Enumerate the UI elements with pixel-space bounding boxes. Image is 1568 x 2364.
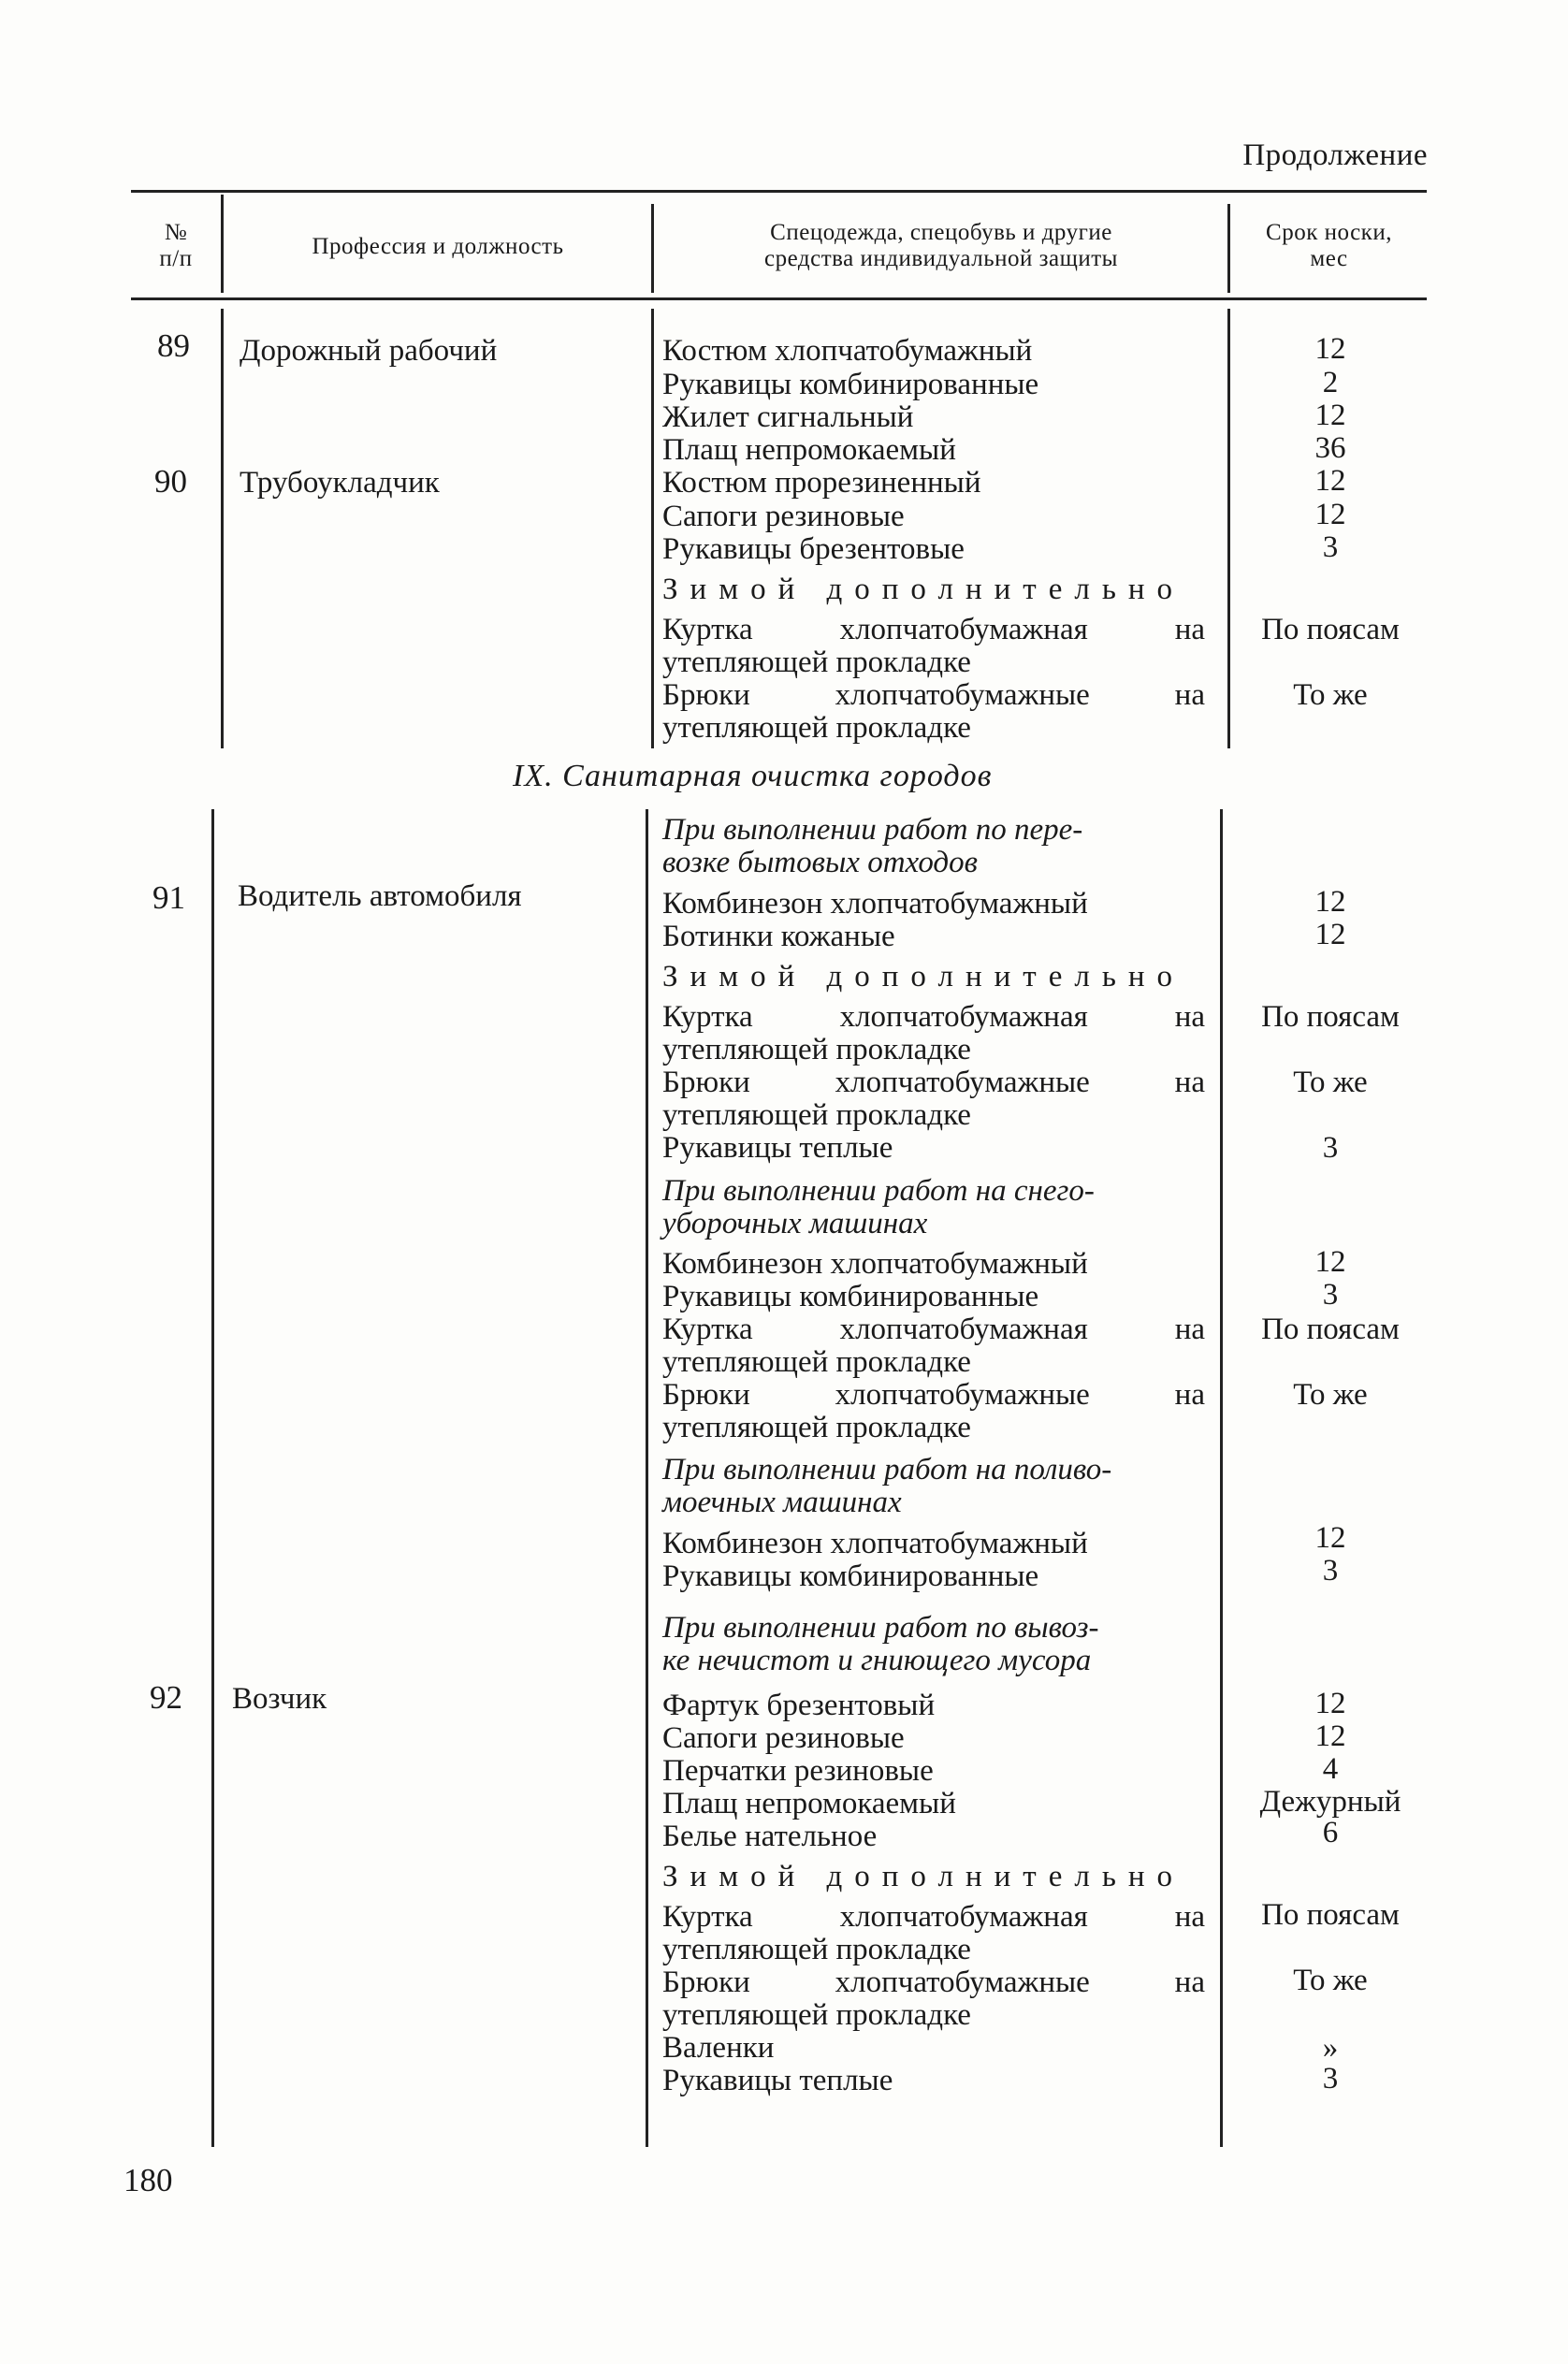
wear-term: 12 bbox=[1314, 1245, 1346, 1279]
subheading: При выполнении работ на поливо- bbox=[662, 1453, 1112, 1487]
wear-term: 12 bbox=[1314, 1719, 1346, 1753]
item-word: на bbox=[1174, 1900, 1205, 1934]
equipment-item: Комбинезон хлопчатобумажный bbox=[662, 1247, 1088, 1281]
wear-term: 3 bbox=[1322, 530, 1339, 564]
wear-term: По поясам bbox=[1261, 1313, 1400, 1346]
subheading: уборочных машинах bbox=[662, 1207, 928, 1240]
wear-term: » bbox=[1322, 2031, 1339, 2065]
equipment-item: Комбинезон хлопчатобумажный bbox=[662, 887, 1088, 921]
profession: Дорожный рабочий bbox=[240, 334, 498, 368]
table-top-rule bbox=[131, 190, 1427, 193]
wear-term: 36 bbox=[1314, 431, 1346, 465]
subheading: При выполнении работ на снего- bbox=[662, 1174, 1095, 1208]
equipment-item: Валенки bbox=[662, 2031, 775, 2065]
equipment-item-cont: утепляющей прокладке bbox=[662, 1345, 971, 1379]
equipment-item: Рукавицы теплые bbox=[662, 2064, 893, 2097]
equipment-item: Сапоги резиновые bbox=[662, 500, 905, 533]
equipment-item bbox=[662, 1378, 1205, 1412]
equipment-item bbox=[662, 1313, 1205, 1346]
equipment-item: Фартук брезентовый bbox=[662, 1689, 936, 1722]
equipment-item: Рукавицы брезентовые bbox=[662, 532, 965, 566]
wear-term: 12 bbox=[1314, 1521, 1346, 1555]
block2-divider-2 bbox=[646, 809, 648, 2147]
item-word: хлопчатобумажная bbox=[839, 613, 1088, 646]
item-word: хлопчатобумажная bbox=[839, 1000, 1088, 1034]
wear-term: По поясам bbox=[1261, 613, 1400, 646]
equipment-item: Плащ непромокаемый bbox=[662, 433, 956, 467]
wear-term: 12 bbox=[1314, 464, 1346, 498]
col-divider-3 bbox=[1227, 204, 1230, 293]
item-word: Брюки bbox=[662, 1378, 750, 1412]
equipment-item bbox=[662, 1965, 1205, 1999]
header-profession: Профессия и должность bbox=[312, 234, 564, 259]
item-word: Брюки bbox=[662, 1965, 750, 1999]
winter-additional-heading: Зимой дополнительно bbox=[662, 1860, 1185, 1893]
wear-term: По поясам bbox=[1261, 1898, 1400, 1932]
wear-term: 6 bbox=[1322, 1816, 1339, 1849]
wear-term: 3 bbox=[1322, 2062, 1339, 2096]
wear-term: То же bbox=[1293, 1378, 1368, 1412]
subheading: При выполнении работ по пере- bbox=[662, 813, 1083, 847]
wear-term: 12 bbox=[1314, 399, 1346, 432]
winter-additional-heading: Зимой дополнительно bbox=[662, 960, 1185, 993]
wear-term: 12 bbox=[1314, 498, 1346, 531]
item-word: на bbox=[1174, 613, 1205, 646]
subheading: При выполнении работ по вывоз- bbox=[662, 1611, 1099, 1645]
equipment-item: Костюм прорезиненный bbox=[662, 466, 981, 500]
equipment-item bbox=[662, 1066, 1205, 1099]
equipment-item: Костюм хлопчатобумажный bbox=[662, 334, 1033, 368]
item-word: хлопчатобумажные bbox=[835, 1965, 1090, 1999]
wear-term: 12 bbox=[1314, 918, 1346, 951]
equipment-item bbox=[662, 1000, 1205, 1034]
wear-term: То же bbox=[1293, 678, 1368, 712]
item-word: на bbox=[1174, 1378, 1205, 1412]
profession: Возчик bbox=[232, 1682, 327, 1716]
profession: Водитель автомобиля bbox=[238, 879, 522, 913]
subheading: ке нечистот и гниющего мусора bbox=[662, 1644, 1092, 1677]
wear-term: 12 bbox=[1314, 885, 1346, 919]
wear-term: То же bbox=[1293, 1964, 1368, 1997]
item-word: хлопчатобумажные bbox=[835, 1378, 1090, 1412]
header-equipment: Спецодежда, спецобувь и другие средства индивидуальной защиты bbox=[764, 220, 1118, 271]
equipment-item bbox=[662, 678, 1205, 712]
equipment-item: Рукавицы комбинированные bbox=[662, 1559, 1039, 1593]
equipment-item bbox=[662, 613, 1205, 646]
row-number: 92 bbox=[150, 1679, 182, 1716]
equipment-item: Рукавицы теплые bbox=[662, 1131, 893, 1165]
wear-term: По поясам bbox=[1261, 1000, 1400, 1034]
equipment-item-cont: утепляющей прокладке bbox=[662, 1098, 971, 1132]
item-word: на bbox=[1174, 1313, 1205, 1346]
subheading: возке бытовых отходов bbox=[662, 846, 978, 879]
item-word: Куртка bbox=[662, 613, 753, 646]
col-divider-2 bbox=[651, 204, 654, 293]
equipment-item-cont: утепляющей прокладке bbox=[662, 711, 971, 745]
block1-divider-2 bbox=[651, 309, 654, 748]
equipment-item-cont: утепляющей прокладке bbox=[662, 645, 971, 679]
row-number: 90 bbox=[154, 463, 187, 500]
header-term: Срок носки, мес bbox=[1266, 220, 1392, 271]
wear-term: То же bbox=[1293, 1066, 1368, 1099]
wear-term: 3 bbox=[1322, 1554, 1339, 1588]
block1-divider-1 bbox=[221, 309, 224, 748]
item-word: на bbox=[1174, 1066, 1205, 1099]
equipment-item bbox=[662, 1900, 1205, 1934]
item-word: хлопчатобумажные bbox=[835, 1066, 1090, 1099]
equipment-item-cont: утепляющей прокладке bbox=[662, 1998, 971, 2032]
item-word: на bbox=[1174, 1965, 1205, 1999]
item-word: на bbox=[1174, 1000, 1205, 1034]
wear-term: 2 bbox=[1322, 366, 1339, 399]
section-title: IX. Санитарная очистка городов bbox=[513, 759, 993, 793]
equipment-item-cont: утепляющей прокладке bbox=[662, 1411, 971, 1444]
page-number: 180 bbox=[123, 2162, 173, 2198]
wear-term: 3 bbox=[1322, 1131, 1339, 1165]
continuation-label: Продолжение bbox=[1242, 138, 1428, 172]
row-number: 89 bbox=[157, 327, 190, 364]
equipment-item: Сапоги резиновые bbox=[662, 1721, 905, 1755]
item-word: хлопчатобумажная bbox=[839, 1313, 1088, 1346]
winter-additional-heading: Зимой дополнительно bbox=[662, 573, 1185, 606]
col-divider-1 bbox=[221, 195, 224, 293]
block1-divider-3 bbox=[1227, 309, 1230, 748]
equipment-item: Рукавицы комбинированные bbox=[662, 368, 1039, 401]
wear-term: 3 bbox=[1322, 1278, 1339, 1312]
block2-divider-3 bbox=[1220, 809, 1223, 2147]
block2-divider-1 bbox=[211, 809, 214, 2147]
item-word: хлопчатобумажная bbox=[839, 1900, 1088, 1934]
header-num: № п/п bbox=[159, 220, 193, 271]
equipment-item-cont: утепляющей прокладке bbox=[662, 1033, 971, 1066]
wear-term: Дежурный bbox=[1259, 1785, 1401, 1819]
wear-term: 12 bbox=[1314, 1687, 1346, 1720]
wear-term: 4 bbox=[1322, 1752, 1339, 1786]
equipment-item: Рукавицы комбинированные bbox=[662, 1280, 1039, 1313]
wear-term: 12 bbox=[1314, 332, 1346, 366]
subheading: моечных машинах bbox=[662, 1486, 902, 1519]
item-word: Брюки bbox=[662, 1066, 750, 1099]
profession: Трубоукладчик bbox=[240, 466, 440, 500]
item-word: Куртка bbox=[662, 1313, 753, 1346]
item-word: на bbox=[1174, 678, 1205, 712]
item-word: Куртка bbox=[662, 1000, 753, 1034]
equipment-item: Плащ непромокаемый bbox=[662, 1787, 956, 1820]
equipment-item-cont: утепляющей прокладке bbox=[662, 1933, 971, 1966]
item-word: Брюки bbox=[662, 678, 750, 712]
header-bottom-rule bbox=[131, 297, 1427, 300]
equipment-item: Комбинезон хлопчатобумажный bbox=[662, 1527, 1088, 1560]
item-word: хлопчатобумажные bbox=[835, 678, 1090, 712]
equipment-item: Жилет сигнальный bbox=[662, 400, 914, 434]
equipment-item: Ботинки кожаные bbox=[662, 920, 895, 953]
item-word: Куртка bbox=[662, 1900, 753, 1934]
row-number: 91 bbox=[152, 879, 185, 916]
equipment-item: Перчатки резиновые bbox=[662, 1754, 934, 1788]
equipment-item: Белье нательное bbox=[662, 1820, 878, 1853]
